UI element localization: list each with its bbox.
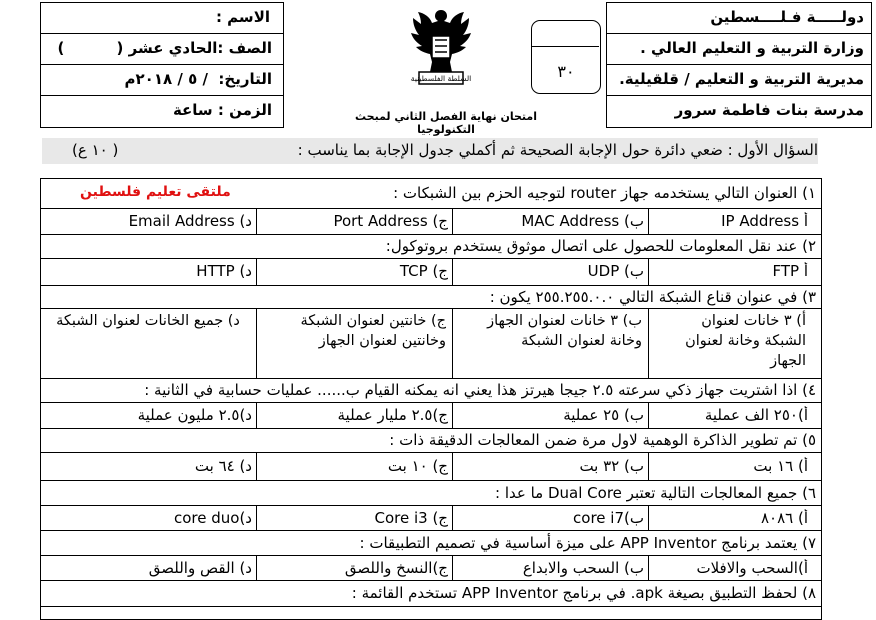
country-name: دولـــــة فـلــــسطين — [710, 8, 864, 26]
q6-option-b[interactable]: ب)core i7 — [573, 509, 644, 527]
directorate-name: مديرية التربية و التعليم / قلقيلية. — [619, 70, 864, 88]
question-8-text: ٨) لحفظ التطبيق بصيغة apk. في برنامج APP Inventor تستخدم القائمة : — [351, 584, 816, 602]
q1-option-a[interactable]: أ IP Address — [721, 212, 808, 230]
question-4-text: ٤) اذا اشتريت جهاز ذكي سرعته ٢.٥ جيجا هيرتز هذا يعني انه يمكنه القيام ب...... عمليات حسابية في الثانية : — [144, 381, 816, 399]
q6-option-d[interactable]: د)core duo — [173, 509, 252, 527]
class-field: الصف :الحادي عشر ( ) — [57, 39, 272, 57]
q2-option-a[interactable]: أ FTP — [772, 262, 808, 280]
q4-option-b[interactable]: ب) ٢٥ عملية — [563, 406, 644, 424]
q1-option-d[interactable]: د) Email Address — [128, 212, 252, 230]
question-marks: ( ١٠ ع) — [72, 141, 119, 159]
q4-option-c[interactable]: ج)٢.٥ مليار عملية — [337, 406, 448, 424]
ministry-name: وزارة التربية و التعليم العالي . — [640, 39, 864, 57]
q5-option-c[interactable]: ج) ١٠ بت — [387, 457, 448, 475]
question-instruction: السؤال الأول : ضعي دائرة حول الإجابة الصحيحة ثم أكملي جدول الإجابة بما يناسب : — [297, 141, 818, 159]
q7-option-b[interactable]: ب) السحب والابداع — [522, 559, 644, 577]
q7-option-c[interactable]: ج)النسخ واللصق — [344, 559, 448, 577]
time-field: الزمن : ساعة — [172, 101, 272, 119]
question-5-text: ٥) تم تطوير الذاكرة الوهمية لاول مرة ضمن المعالجات الدقيقة ذات : — [389, 431, 816, 449]
q4-option-a[interactable]: أ)٢٥٠ الف عملية — [704, 406, 808, 424]
date-field: التاريخ: / ٥ / ٢٠١٨م — [124, 70, 272, 88]
q7-option-d[interactable]: د) القص واللصق — [148, 559, 252, 577]
watermark-label: ملتقى تعليم فلسطين — [80, 184, 231, 200]
total-score: ٣٠ — [557, 62, 575, 81]
exam-title: امتحان نهاية الفصل الثاني لمبحث التكنولوجيا — [355, 110, 537, 136]
q5-option-b[interactable]: ب) ٣٢ بت — [579, 457, 644, 475]
q3-option-d[interactable]: د) جميع الخانات لعنوان الشبكة — [56, 313, 240, 329]
question-7-text: ٧) يعتمد برنامج APP Inventor على ميزة أساسية في تصميم التطبيقات : — [359, 534, 816, 552]
q7-option-a[interactable]: أ)السحب والافلات — [696, 559, 808, 577]
q2-option-c[interactable]: ج) TCP — [399, 262, 448, 280]
school-name: مدرسة بنات فاطمة سرور — [674, 101, 864, 119]
q3-option-a[interactable]: أ) ٣ خانات لعنوان الشبكة وخانة لعنوان الجهاز — [685, 313, 806, 369]
question-6-text: ٦) جميع المعالجات التالية تعتبر Dual Core ما عدا : — [495, 484, 816, 502]
q4-option-d[interactable]: د)٢.٥ مليون عملية — [137, 406, 252, 424]
question-2-text: ٢) عند نقل المعلومات للحصول على اتصال موثوق يستخدم بروتوكول: — [385, 237, 816, 255]
q1-option-b[interactable]: ب) MAC Address — [521, 212, 644, 230]
q5-option-d[interactable]: د) ٦٤ بت — [194, 457, 252, 475]
q1-option-c[interactable]: ج) Port Address — [333, 212, 448, 230]
question-3-text: ٣) في عنوان قناع الشبكة التالي ٢٥٥.٢٥٥.٠.٠ يكون : — [489, 288, 816, 306]
q3-option-b[interactable]: ب) ٣ خانات لعنوان الجهاز وخانة لعنوان الشبكة — [487, 313, 642, 349]
q6-option-c[interactable]: ج) Core i3 — [374, 509, 448, 527]
q3-option-c[interactable]: ج) خانتين لعنوان الشبكة وخانتين لعنوان الجهاز — [300, 313, 446, 349]
q2-option-d[interactable]: د) HTTP — [196, 262, 252, 280]
score-box — [531, 20, 601, 94]
name-field-label: الاسم : — [215, 8, 270, 26]
q6-option-a[interactable]: أ) ٨٠٨٦ — [760, 509, 808, 527]
q5-option-a[interactable]: أ) ١٦ بت — [753, 457, 808, 475]
emblem-caption: السلطة الفلسطينية — [410, 74, 472, 83]
question-1-text: ١) العنوان التالي يستخدمه جهاز router لتوجيه الحزم بين الشبكات : — [393, 184, 816, 202]
q2-option-b[interactable]: ب) UDP — [587, 262, 644, 280]
